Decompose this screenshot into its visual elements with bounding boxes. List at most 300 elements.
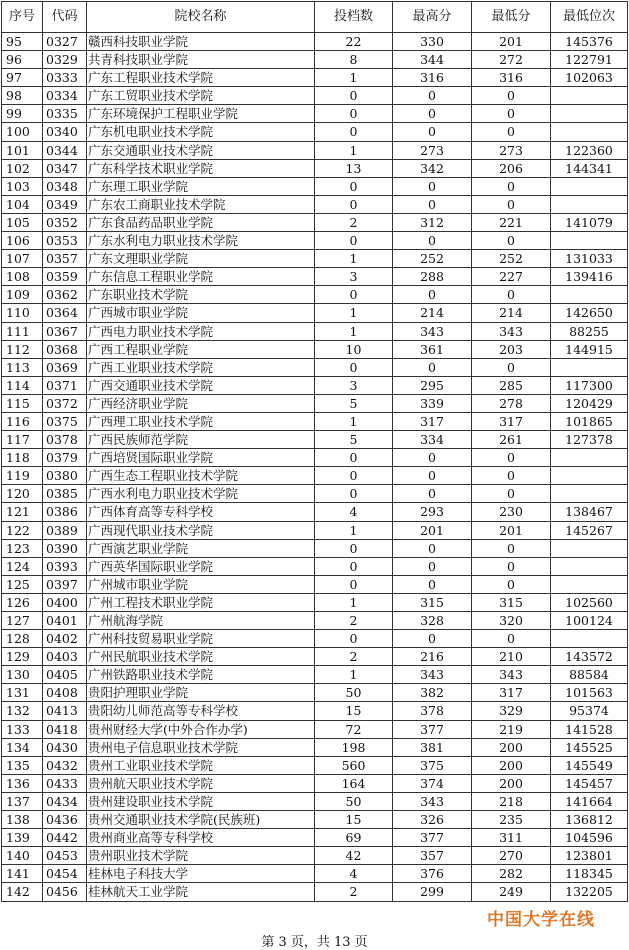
cell-min-rank: 143572	[551, 648, 628, 666]
cell-index: 119	[2, 467, 43, 485]
cell-min-rank: 145267	[551, 521, 628, 539]
cell-admitted-count: 3	[315, 268, 393, 286]
cell-max-score: 0	[393, 557, 472, 575]
table-row	[2, 774, 628, 792]
cell-min-rank: 132205	[551, 883, 628, 901]
cell-min-rank: 102063	[551, 69, 628, 87]
cell-min-score: 0	[472, 286, 551, 304]
cell-min-score: 278	[472, 394, 551, 412]
cell-school-name: 广西交通职业技术学院	[87, 376, 315, 394]
cell-school-name: 广西经济职业学院	[87, 394, 315, 412]
cell-code: 0367	[43, 322, 87, 340]
cell-school-name: 广州科技贸易职业学院	[87, 630, 315, 648]
cell-school-name: 广东理工职业学院	[87, 177, 315, 195]
cell-admitted-count: 4	[315, 503, 393, 521]
table-row	[2, 449, 628, 467]
cell-min-score: 272	[472, 51, 551, 69]
cell-index: 112	[2, 340, 43, 358]
cell-min-rank	[551, 467, 628, 485]
cell-index: 139	[2, 829, 43, 847]
cell-min-score: 252	[472, 250, 551, 268]
cell-code: 0379	[43, 449, 87, 467]
cell-admitted-count: 0	[315, 467, 393, 485]
cell-code: 0436	[43, 811, 87, 829]
cell-school-name: 广西现代职业技术学院	[87, 521, 315, 539]
table-row	[2, 286, 628, 304]
cell-min-score: 249	[472, 883, 551, 901]
cell-code: 0393	[43, 557, 87, 575]
cell-min-rank: 139416	[551, 268, 628, 286]
cell-min-rank: 123801	[551, 847, 628, 865]
cell-school-name: 广东机电职业技术学院	[87, 123, 315, 141]
cell-min-rank: 145549	[551, 756, 628, 774]
cell-max-score: 288	[393, 268, 472, 286]
cell-index: 107	[2, 250, 43, 268]
cell-max-score: 0	[393, 232, 472, 250]
cell-admitted-count: 10	[315, 340, 393, 358]
table-row	[2, 684, 628, 702]
cell-min-score: 0	[472, 630, 551, 648]
cell-max-score: 299	[393, 883, 472, 901]
cell-code: 0442	[43, 829, 87, 847]
cell-school-name: 广东文理职业学院	[87, 250, 315, 268]
table-row	[2, 557, 628, 575]
cell-code: 0329	[43, 51, 87, 69]
cell-index: 95	[2, 33, 43, 51]
cell-admitted-count: 2	[315, 883, 393, 901]
header-min-score: 最低分	[472, 2, 551, 33]
cell-code: 0401	[43, 612, 87, 630]
admission-table	[1, 1, 628, 902]
cell-index: 102	[2, 159, 43, 177]
cell-max-score: 0	[393, 177, 472, 195]
cell-index: 127	[2, 612, 43, 630]
cell-min-rank	[551, 575, 628, 593]
cell-school-name: 广西电力职业技术学院	[87, 322, 315, 340]
cell-code: 0434	[43, 792, 87, 810]
table-row	[2, 847, 628, 865]
cell-school-name: 广西理工职业技术学院	[87, 412, 315, 430]
table-row	[2, 412, 628, 430]
table-row	[2, 865, 628, 883]
cell-school-name: 赣西科技职业学院	[87, 33, 315, 51]
cell-code: 0402	[43, 630, 87, 648]
cell-admitted-count: 0	[315, 105, 393, 123]
cell-index: 97	[2, 69, 43, 87]
cell-code: 0357	[43, 250, 87, 268]
cell-code: 0408	[43, 684, 87, 702]
cell-admitted-count: 0	[315, 485, 393, 503]
cell-admitted-count: 560	[315, 756, 393, 774]
table-row	[2, 811, 628, 829]
cell-code: 0400	[43, 593, 87, 611]
cell-min-score: 210	[472, 648, 551, 666]
cell-max-score: 312	[393, 213, 472, 231]
cell-max-score: 315	[393, 593, 472, 611]
cell-max-score: 339	[393, 394, 472, 412]
cell-min-rank	[551, 123, 628, 141]
table-row	[2, 69, 628, 87]
cell-max-score: 293	[393, 503, 472, 521]
cell-min-score: 329	[472, 702, 551, 720]
cell-index: 126	[2, 593, 43, 611]
cell-school-name: 贵阳护理职业学院	[87, 684, 315, 702]
cell-admitted-count: 0	[315, 286, 393, 304]
cell-min-score: 270	[472, 847, 551, 865]
cell-code: 0456	[43, 883, 87, 901]
cell-min-rank: 144341	[551, 159, 628, 177]
cell-code: 0385	[43, 485, 87, 503]
cell-code: 0453	[43, 847, 87, 865]
cell-admitted-count: 0	[315, 195, 393, 213]
header-index: 序号	[2, 2, 43, 33]
cell-min-rank: 100124	[551, 612, 628, 630]
cell-min-rank: 127378	[551, 431, 628, 449]
cell-code: 0335	[43, 105, 87, 123]
cell-max-score: 317	[393, 412, 472, 430]
cell-max-score: 381	[393, 738, 472, 756]
cell-admitted-count: 0	[315, 87, 393, 105]
table-row	[2, 322, 628, 340]
cell-school-name: 广州铁路职业技术学院	[87, 666, 315, 684]
cell-school-name: 广东环境保护工程职业学院	[87, 105, 315, 123]
cell-school-name: 广东交通职业技术学院	[87, 141, 315, 159]
cell-max-score: 377	[393, 720, 472, 738]
cell-code: 0359	[43, 268, 87, 286]
cell-admitted-count: 1	[315, 412, 393, 430]
cell-min-rank: 141528	[551, 720, 628, 738]
cell-admitted-count: 8	[315, 51, 393, 69]
cell-admitted-count: 164	[315, 774, 393, 792]
cell-max-score: 376	[393, 865, 472, 883]
cell-index: 131	[2, 684, 43, 702]
cell-min-score: 214	[472, 304, 551, 322]
cell-code: 0432	[43, 756, 87, 774]
cell-min-rank	[551, 232, 628, 250]
cell-min-rank: 117300	[551, 376, 628, 394]
cell-max-score: 334	[393, 431, 472, 449]
cell-min-rank: 122360	[551, 141, 628, 159]
cell-code: 0390	[43, 539, 87, 557]
table-row	[2, 666, 628, 684]
table-row	[2, 829, 628, 847]
cell-min-score: 316	[472, 69, 551, 87]
cell-admitted-count: 1	[315, 521, 393, 539]
cell-code: 0378	[43, 431, 87, 449]
cell-admitted-count: 0	[315, 449, 393, 467]
cell-admitted-count: 50	[315, 684, 393, 702]
cell-school-name: 广州城市职业学院	[87, 575, 315, 593]
cell-index: 135	[2, 756, 43, 774]
cell-admitted-count: 0	[315, 557, 393, 575]
table-row	[2, 883, 628, 901]
cell-admitted-count: 13	[315, 159, 393, 177]
cell-index: 121	[2, 503, 43, 521]
cell-index: 133	[2, 720, 43, 738]
cell-school-name: 贵州工业职业技术学院	[87, 756, 315, 774]
cell-index: 134	[2, 738, 43, 756]
cell-min-rank	[551, 195, 628, 213]
cell-admitted-count: 1	[315, 666, 393, 684]
table-row	[2, 141, 628, 159]
cell-min-score: 320	[472, 612, 551, 630]
watermark-logo: 中国大学在线	[487, 910, 595, 930]
cell-max-score: 330	[393, 33, 472, 51]
header-code: 代码	[43, 2, 87, 33]
cell-min-score: 230	[472, 503, 551, 521]
cell-min-score: 0	[472, 485, 551, 503]
cell-code: 0340	[43, 123, 87, 141]
cell-code: 0364	[43, 304, 87, 322]
cell-index: 108	[2, 268, 43, 286]
cell-min-score: 311	[472, 829, 551, 847]
cell-min-rank: 122791	[551, 51, 628, 69]
cell-school-name: 广西工业职业技术学院	[87, 358, 315, 376]
cell-code: 0389	[43, 521, 87, 539]
cell-code: 0413	[43, 702, 87, 720]
cell-max-score: 0	[393, 630, 472, 648]
cell-school-name: 广西英华国际职业学院	[87, 557, 315, 575]
cell-index: 124	[2, 557, 43, 575]
cell-school-name: 贵州交通职业技术学院(民族班)	[87, 811, 315, 829]
cell-max-score: 326	[393, 811, 472, 829]
cell-index: 117	[2, 431, 43, 449]
cell-index: 100	[2, 123, 43, 141]
cell-admitted-count: 1	[315, 141, 393, 159]
cell-admitted-count: 4	[315, 865, 393, 883]
table-row	[2, 232, 628, 250]
cell-school-name: 广西工程职业学院	[87, 340, 315, 358]
cell-admitted-count: 42	[315, 847, 393, 865]
cell-index: 109	[2, 286, 43, 304]
cell-school-name: 广东工程职业技术学院	[87, 69, 315, 87]
cell-min-score: 0	[472, 195, 551, 213]
cell-admitted-count: 0	[315, 358, 393, 376]
cell-max-score: 0	[393, 87, 472, 105]
cell-min-score: 201	[472, 33, 551, 51]
cell-min-rank: 138467	[551, 503, 628, 521]
cell-index: 138	[2, 811, 43, 829]
table-row	[2, 177, 628, 195]
header-min-rank: 最低位次	[551, 2, 628, 33]
header-max-score: 最高分	[393, 2, 472, 33]
table-row	[2, 33, 628, 51]
cell-code: 0352	[43, 213, 87, 231]
cell-min-score: 0	[472, 449, 551, 467]
cell-max-score: 295	[393, 376, 472, 394]
table-row	[2, 159, 628, 177]
cell-min-score: 343	[472, 666, 551, 684]
cell-admitted-count: 72	[315, 720, 393, 738]
cell-school-name: 广西演艺职业学院	[87, 539, 315, 557]
table-row	[2, 394, 628, 412]
cell-max-score: 377	[393, 829, 472, 847]
cell-index: 111	[2, 322, 43, 340]
table-row	[2, 575, 628, 593]
cell-school-name: 广西生态工程职业技术学院	[87, 467, 315, 485]
cell-admitted-count: 50	[315, 792, 393, 810]
cell-max-score: 378	[393, 702, 472, 720]
cell-min-rank	[551, 557, 628, 575]
cell-school-name: 共青科技职业学院	[87, 51, 315, 69]
cell-code: 0380	[43, 467, 87, 485]
cell-max-score: 0	[393, 467, 472, 485]
cell-min-score: 0	[472, 539, 551, 557]
cell-index: 142	[2, 883, 43, 901]
cell-min-rank: 144915	[551, 340, 628, 358]
cell-code: 0348	[43, 177, 87, 195]
cell-max-score: 316	[393, 69, 472, 87]
cell-max-score: 214	[393, 304, 472, 322]
cell-min-score: 0	[472, 557, 551, 575]
cell-school-name: 广东职业技术学院	[87, 286, 315, 304]
cell-min-score: 0	[472, 177, 551, 195]
table-row	[2, 340, 628, 358]
cell-index: 141	[2, 865, 43, 883]
cell-school-name: 桂林航天工业学院	[87, 883, 315, 901]
cell-school-name: 贵州财经大学(中外合作办学)	[87, 720, 315, 738]
cell-index: 98	[2, 87, 43, 105]
cell-max-score: 0	[393, 358, 472, 376]
table-row	[2, 720, 628, 738]
cell-min-score: 218	[472, 792, 551, 810]
cell-admitted-count: 22	[315, 33, 393, 51]
cell-max-score: 361	[393, 340, 472, 358]
cell-max-score: 0	[393, 575, 472, 593]
page-footer: 第 3 页，共 13 页	[261, 935, 368, 950]
cell-max-score: 328	[393, 612, 472, 630]
cell-code: 0372	[43, 394, 87, 412]
cell-index: 110	[2, 304, 43, 322]
cell-max-score: 344	[393, 51, 472, 69]
table-row	[2, 376, 628, 394]
cell-index: 125	[2, 575, 43, 593]
cell-min-rank: 145525	[551, 738, 628, 756]
cell-admitted-count: 1	[315, 304, 393, 322]
cell-max-score: 357	[393, 847, 472, 865]
cell-school-name: 贵州职业技术学院	[87, 847, 315, 865]
cell-school-name: 广东食品药品职业学院	[87, 213, 315, 231]
cell-min-score: 201	[472, 521, 551, 539]
cell-min-score: 0	[472, 358, 551, 376]
cell-admitted-count: 2	[315, 612, 393, 630]
cell-max-score: 343	[393, 792, 472, 810]
cell-min-score: 285	[472, 376, 551, 394]
cell-code: 0362	[43, 286, 87, 304]
cell-code: 0353	[43, 232, 87, 250]
cell-code: 0397	[43, 575, 87, 593]
cell-code: 0368	[43, 340, 87, 358]
cell-min-rank	[551, 449, 628, 467]
table-row	[2, 630, 628, 648]
cell-min-rank: 88255	[551, 322, 628, 340]
cell-index: 99	[2, 105, 43, 123]
cell-code: 0333	[43, 69, 87, 87]
cell-min-rank	[551, 630, 628, 648]
cell-admitted-count: 1	[315, 69, 393, 87]
cell-school-name: 广东科学技术职业学院	[87, 159, 315, 177]
cell-min-rank	[551, 87, 628, 105]
cell-index: 120	[2, 485, 43, 503]
cell-min-score: 0	[472, 575, 551, 593]
cell-min-rank: 141079	[551, 213, 628, 231]
cell-max-score: 0	[393, 449, 472, 467]
table-row	[2, 485, 628, 503]
cell-school-name: 广州航海学院	[87, 612, 315, 630]
cell-min-rank: 101865	[551, 412, 628, 430]
cell-index: 132	[2, 702, 43, 720]
cell-code: 0403	[43, 648, 87, 666]
cell-school-name: 贵州电子信息职业技术学院	[87, 738, 315, 756]
cell-admitted-count: 198	[315, 738, 393, 756]
cell-min-rank	[551, 358, 628, 376]
cell-min-score: 0	[472, 467, 551, 485]
cell-min-rank: 120429	[551, 394, 628, 412]
table-row	[2, 105, 628, 123]
header-admitted-count: 投档数	[315, 2, 393, 33]
cell-school-name: 广东信息工程职业学院	[87, 268, 315, 286]
cell-min-score: 0	[472, 87, 551, 105]
cell-min-rank	[551, 105, 628, 123]
cell-admitted-count: 0	[315, 177, 393, 195]
cell-min-rank: 142650	[551, 304, 628, 322]
cell-index: 122	[2, 521, 43, 539]
cell-min-score: 317	[472, 412, 551, 430]
cell-min-score: 282	[472, 865, 551, 883]
cell-index: 116	[2, 412, 43, 430]
cell-index: 103	[2, 177, 43, 195]
cell-min-rank: 101563	[551, 684, 628, 702]
cell-max-score: 0	[393, 286, 472, 304]
cell-min-score: 200	[472, 738, 551, 756]
cell-min-rank: 131033	[551, 250, 628, 268]
cell-min-rank	[551, 286, 628, 304]
cell-admitted-count: 15	[315, 702, 393, 720]
table-row	[2, 358, 628, 376]
cell-school-name: 广西城市职业学院	[87, 304, 315, 322]
cell-min-rank: 136812	[551, 811, 628, 829]
table-row	[2, 612, 628, 630]
cell-max-score: 343	[393, 322, 472, 340]
cell-min-score: 343	[472, 322, 551, 340]
table-row	[2, 648, 628, 666]
table-row	[2, 738, 628, 756]
cell-min-score: 206	[472, 159, 551, 177]
cell-min-score: 200	[472, 756, 551, 774]
cell-school-name: 贵州建设职业技术学院	[87, 792, 315, 810]
cell-admitted-count: 2	[315, 213, 393, 231]
cell-admitted-count: 1	[315, 322, 393, 340]
cell-admitted-count: 5	[315, 394, 393, 412]
table-row	[2, 521, 628, 539]
cell-index: 137	[2, 792, 43, 810]
cell-min-score: 227	[472, 268, 551, 286]
cell-school-name: 贵阳幼儿师范高等专科学校	[87, 702, 315, 720]
cell-code: 0430	[43, 738, 87, 756]
cell-max-score: 216	[393, 648, 472, 666]
table-row	[2, 195, 628, 213]
cell-min-rank	[551, 177, 628, 195]
cell-school-name: 广西培贤国际职业学院	[87, 449, 315, 467]
cell-admitted-count: 69	[315, 829, 393, 847]
cell-max-score: 0	[393, 485, 472, 503]
cell-index: 114	[2, 376, 43, 394]
cell-code: 0334	[43, 87, 87, 105]
cell-index: 130	[2, 666, 43, 684]
cell-min-rank: 118345	[551, 865, 628, 883]
table-row	[2, 593, 628, 611]
cell-min-score: 0	[472, 232, 551, 250]
